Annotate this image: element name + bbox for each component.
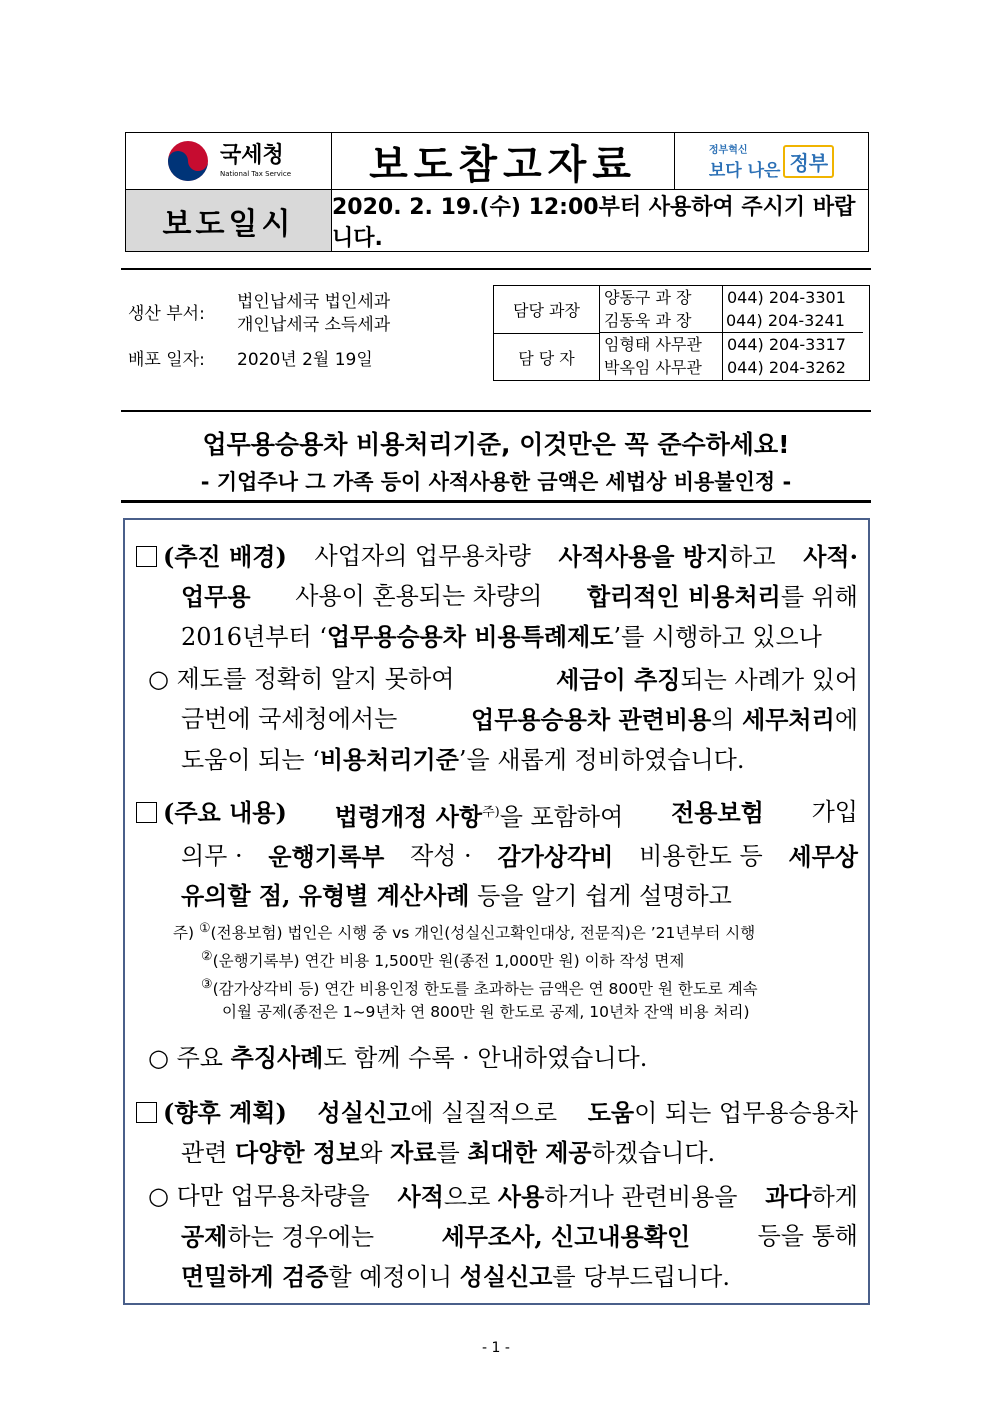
footnote-1: 주) ①(전용보험) 법인은 시행 중 vs 개인(성실신고확인대상, 전문직)은 ’21년부터 시행 bbox=[173, 921, 756, 943]
divider bbox=[121, 500, 871, 503]
page-number: - 1 - bbox=[482, 1340, 510, 1356]
contact-tel: 044) 204-3241 bbox=[722, 309, 863, 333]
contact-table bbox=[493, 285, 870, 381]
dist-label: 배포 일자: bbox=[128, 350, 205, 370]
staff-label: 담 당 자 bbox=[494, 334, 600, 380]
contact-name: 김동욱 과 장 bbox=[600, 309, 722, 333]
bullet-2: ○ 주요 추징사례도 함께 수록 · 안내하였습니다. bbox=[148, 1043, 648, 1072]
contact-name: 양동구 과 장 bbox=[604, 288, 692, 307]
headline-subtitle: - 기업주나 그 가족 등이 사적사용한 금액은 세법상 비용불인정 - bbox=[200, 470, 792, 494]
dept-1: 법인납세국 법인세과 bbox=[237, 292, 391, 312]
contact-tel: 044) 204-3317 bbox=[727, 335, 846, 354]
taegeuk-emblem-icon bbox=[166, 139, 210, 183]
nts-logo bbox=[126, 133, 332, 189]
gov-innovation-logo bbox=[675, 133, 868, 189]
section-content: (주요 내용) 법령개정 사항$^{주)}$을 포함하여 전용보험 가입 의무 · 운행기록부 작성 · 감가상각비 비용한도 등 세무상 유의할 점, 유형별 계산사례 등을 알기 쉽게 설명하고 bbox=[136, 793, 858, 916]
contact-name: 박옥임 사무관 bbox=[604, 358, 702, 377]
checkbox-square-icon bbox=[136, 546, 157, 567]
doc-type-title: 보도참고자료 bbox=[332, 133, 675, 189]
press-header-table bbox=[125, 132, 869, 252]
footnote-3-cont: 이월 공제(종전은 1~9년차 연 800만 원 한도로 공제, 10년차 잔액 비용 처리) bbox=[222, 1003, 750, 1021]
contact-tel: 044) 204-3301 bbox=[727, 288, 846, 307]
headline-title: 업무용승용차 비용처리기준, 이것만은 꼭 준수하세요! bbox=[202, 430, 790, 459]
contact-name: 임형태 사무관 bbox=[604, 335, 702, 354]
checkbox-square-icon bbox=[136, 802, 157, 823]
footnote-2: ②(운행기록부) 연간 비용 1,500만 원(종전 1,000만 원) 이하 작성 면제 bbox=[201, 949, 685, 971]
manager-label: 담당 과장 bbox=[494, 286, 600, 334]
checkbox-square-icon bbox=[136, 1102, 157, 1123]
contact-tel: 044) 204-3262 bbox=[727, 358, 846, 377]
dept-label: 생산 부서: bbox=[128, 304, 205, 324]
divider bbox=[121, 410, 871, 412]
agency-name: 국세청 bbox=[219, 142, 284, 168]
release-date-label: 보도일시 bbox=[126, 190, 332, 251]
section-plan: (향후 계획) 성실신고에 실질적으로 도움이 되는 업무용승용차 관련 다양한 정보와 자료를 최대한 제공하겠습니다. bbox=[136, 1093, 858, 1173]
gov-slogan-big: 보다 나은 bbox=[708, 161, 781, 181]
bullet-1: ○ 제도를 정확히 알지 못하여 세금이 추징되는 사례가 있어 금번에 국세청에서는 업무용승용차 관련비용의 세무처리에 도움이 되는 ‘비용처리기준’을 새롭게 정비하였습니다. bbox=[148, 665, 858, 774]
gov-slogan-box: 정부 bbox=[783, 145, 834, 178]
dept-2: 개인납세국 소득세과 bbox=[237, 315, 391, 335]
bullet-3: ○ 다만 업무용차량을 사적으로 사용하거나 관련비용을 과다하게 공제하는 경우에는 세무조사, 신고내용확인 등을 통해 면밀하게 검증할 예정이니 성실신고를 당부드립니다. bbox=[148, 1182, 858, 1291]
dist-date: 2020년 2월 19일 bbox=[237, 350, 373, 370]
divider bbox=[121, 268, 871, 270]
section-background: (추진 배경) 사업자의 업무용차량 사적사용을 방지하고 사적· 업무용 사용이 혼용되는 차량의 합리적인 비용처리를 위해 2016년부터 ‘업무용승용차 비용특례제도’를 시행하고 있으나 bbox=[136, 537, 858, 657]
release-date-text: 2020. 2. 19.(수) 12:00부터 사용하여 주시기 바랍니다. bbox=[332, 194, 856, 251]
gov-slogan-small: 정부혁신 bbox=[708, 145, 748, 156]
footnote-3: ③(감가상각비 등) 연간 비용인정 한도를 초과하는 금액은 연 800만 원 한도로 계속 bbox=[201, 977, 758, 999]
agency-sub: National Tax Service bbox=[219, 169, 292, 178]
